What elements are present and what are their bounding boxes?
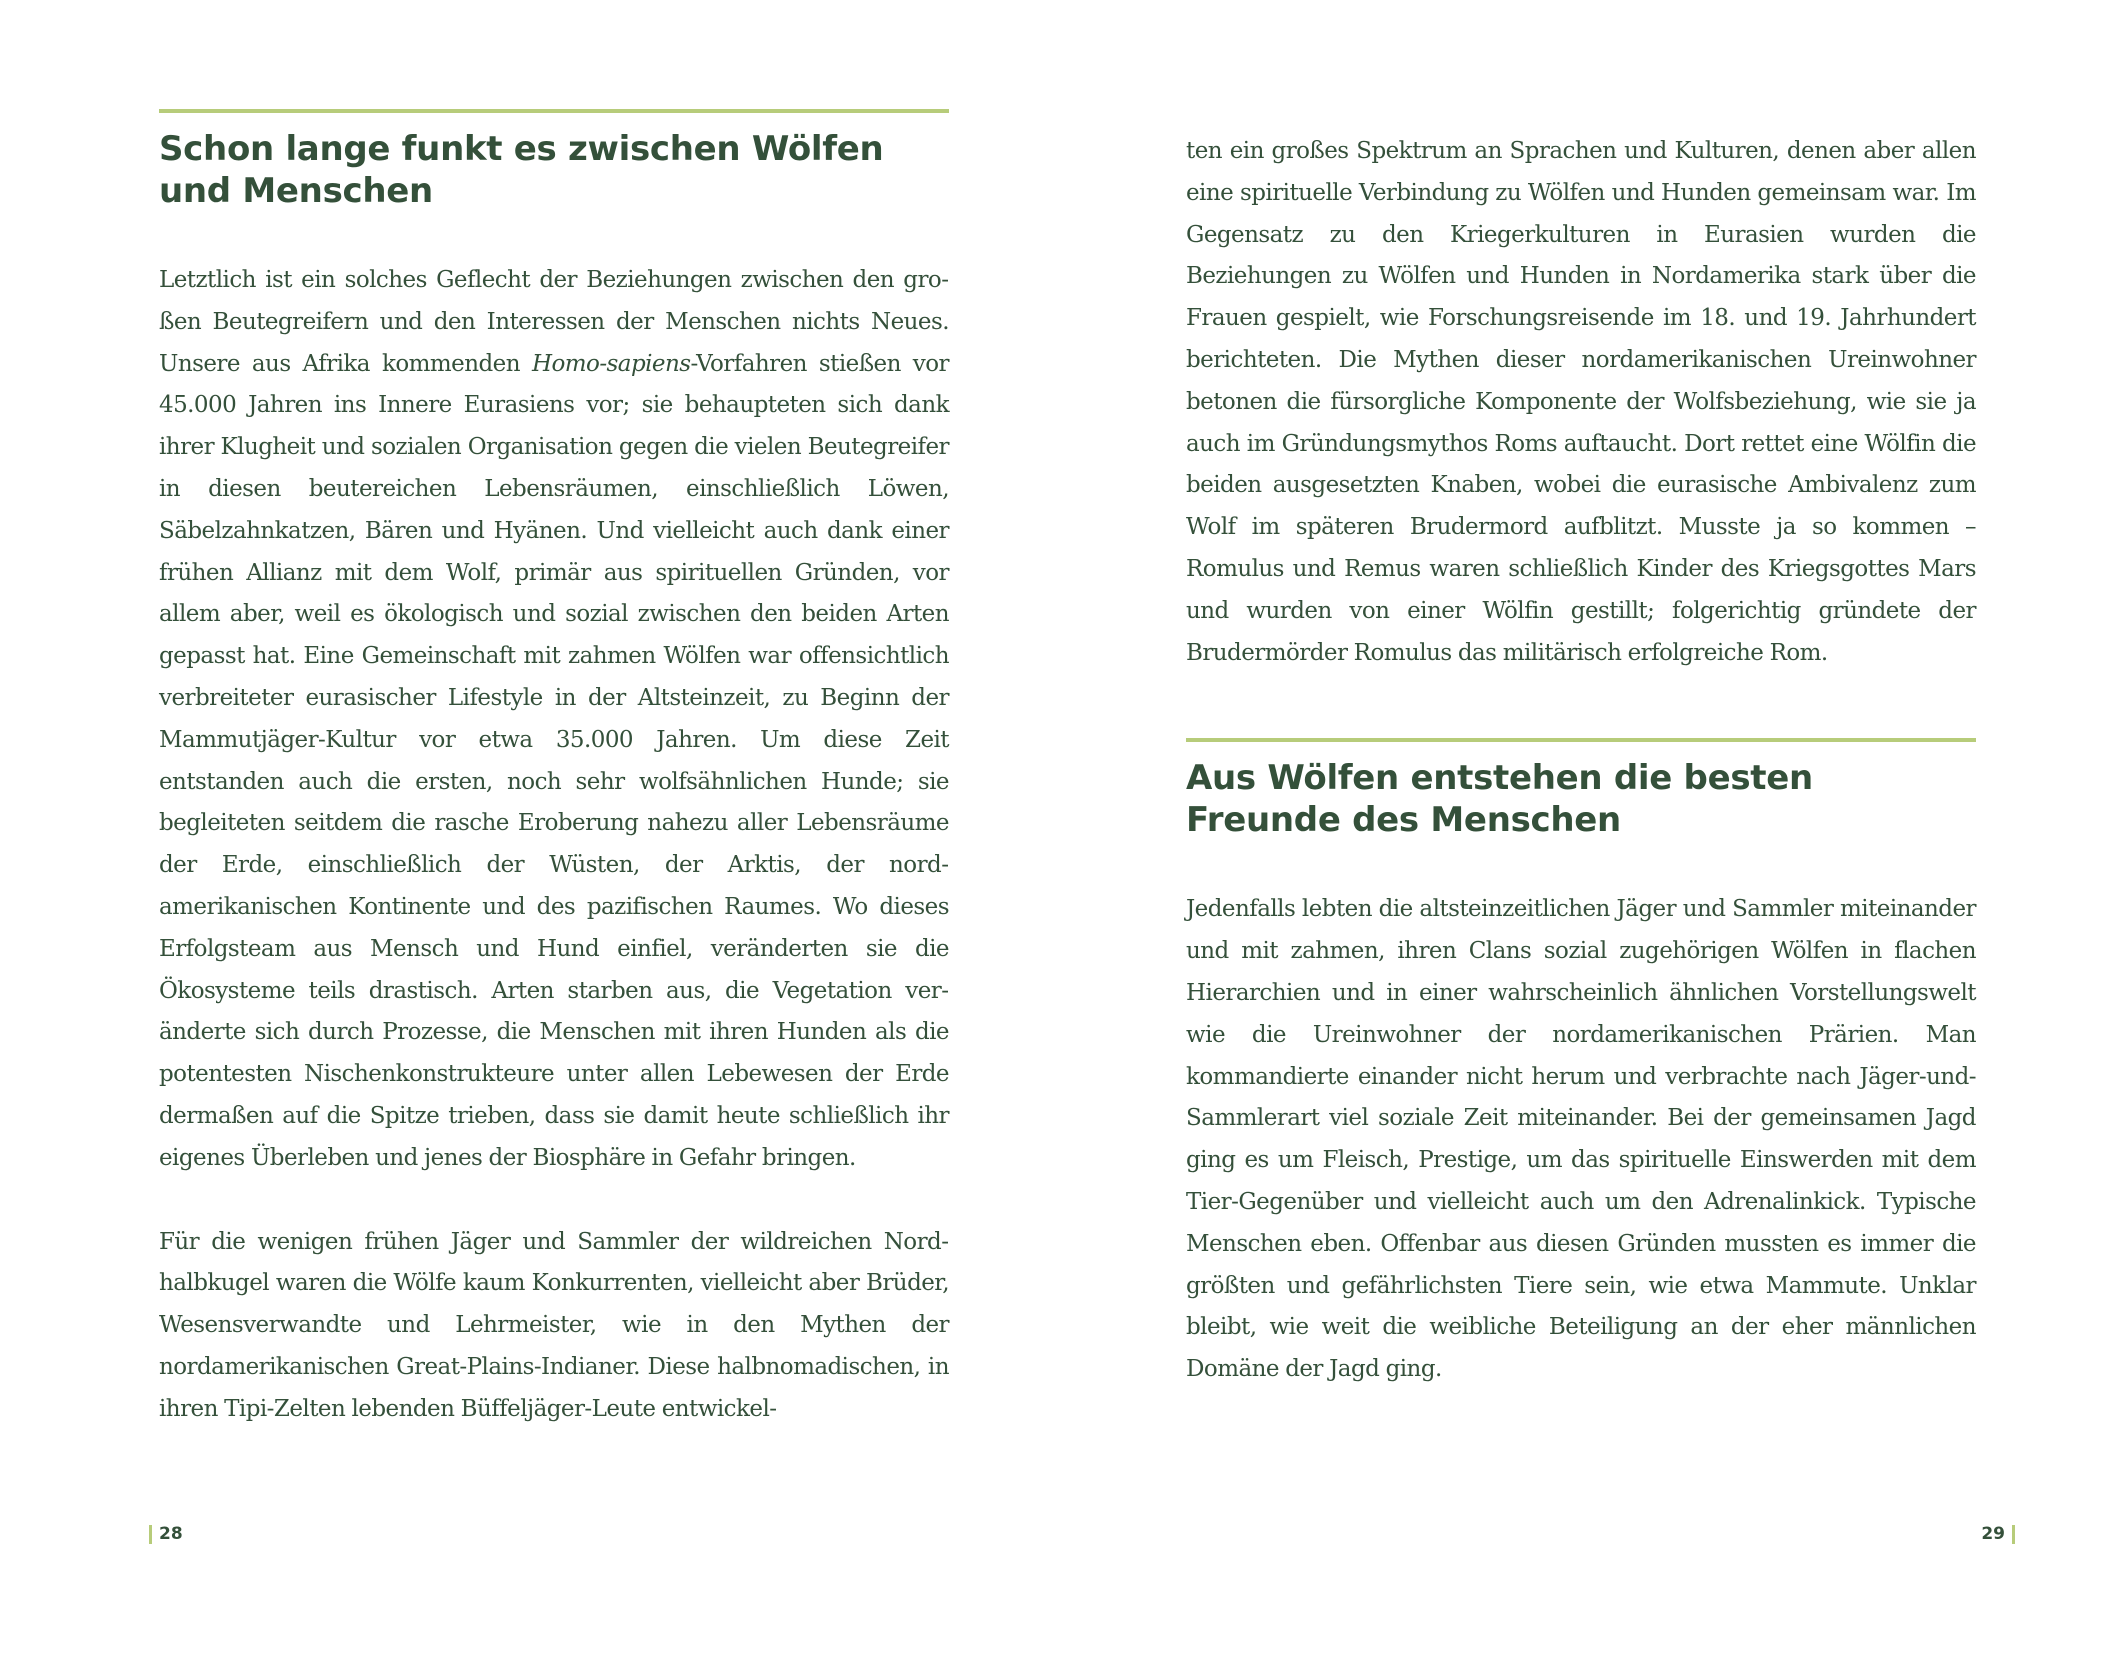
left-column [159, 109, 949, 1431]
body-paragraph: Für die wenigen frühen Jäger und Sammler der wildreichen Nordhalbkugel waren die Wölfe kaum Konkurrenten, vielleicht aber Brüder, Wesensverwandte und Lehrmeister, wie in den Mythen der nordamerikanischen Great-Plains-Indianer. Diese halbnomadischen, in ihren Tipi-Zelten lebenden Büffeljäger-Leute entwickel- [159, 1228, 949, 1422]
right-column [1186, 131, 1976, 1391]
section-rule [159, 109, 949, 113]
body-paragraph: ten ein großes Spektrum an Sprachen und Kulturen, denen aber allen eine spirituelle Verbindung zu Wölfen und Hunden gemeinsam war. Im Gegensatz zu den Kriegerkulturen in Eurasien wurden die Beziehungen zu Wölfen und Hunden in Nordamerika stark über die Frauen gespielt, wie Forschungsreisende im 18. und 19. Jahrhundert berichteten. Die Mythen dieser nordamerikanischen Ureinwohner betonen die fürsorgliche Komponente der Wolfsbeziehung, wie sie ja auch im Gründungsmythos Roms auftaucht. Dort rettet eine Wölfin die beiden ausgesetzten Knaben, wobei die eurasische Ambivalenz zum Wolf im späteren Brudermord aufblitzt. Musste ja so kommen – Romulus und Remus waren schließlich Kinder des Kriegsgottes Mars und wurden von einer Wölfin gestillt; folgerichtig gründete der Brudermörder Romulus das militärisch erfolgreiche Rom. [1186, 138, 1976, 666]
paragraph-text: -Vorfahren stießen vor 45.000 Jahren ins Innere Eurasiens vor; sie behaupteten sich dank ihrer Klugheit und sozialen Organisation gegen die vielen Beutegreifer in diesen beutereichen Lebensräumen, einschließlich Löwen, Säbelzahnkatzen, Bären und Hyänen. Und vielleicht auch dank einer frühen Allianz mit dem Wolf, primär aus spirituellen Gründen, vor allem aber, weil es ökologisch und sozial zwischen den beiden Arten gepasst hat. Eine Gemeinschaft mit zahmen Wölfen war offensichtlich verbreiteter eurasischer Lifestyle in der Altsteinzeit, zu Beginn der Mammutjäger-Kultur vor etwa 35.000 Jahren. Um diese Zeit entstanden auch die ersten, noch sehr wolfsähnlichen Hunde; sie begleiteten seitdem die rasche Eroberung nahezu aller Lebensräume der Erde, einschließlich der Wüsten, der Arktis, der nordamerikanischen Kontinente und des pazifischen Raumes. Wo dieses Erfolgsteam aus Mensch und Hund einfiel, veränderten sie die Ökosysteme teils drastisch. Arten starben aus, die Vegetation veränderte sich durch Prozesse, die Menschen mit ihren Hunden als die potentesten Nischenkonstrukteure unter allen Lebewesen der Erde dermaßen auf die Spitze trieben, dass sie damit heute schließlich ihr eigenes Überleben und jenes der Biosphäre in Gefahr bringen. [159, 350, 949, 1171]
section-heading: Schon lange funkt es zwischen Wölfen und Menschen [159, 129, 884, 211]
page-number-bar [2012, 1525, 2015, 1544]
page-number-bar [149, 1525, 152, 1544]
page-number-left [149, 1524, 183, 1544]
page-number-right [1981, 1524, 2015, 1544]
body-paragraph [159, 260, 949, 1180]
paragraph-text: Letztlich ist ein solches Geflecht der Beziehungen zwischen den großen Beutegreifern und den Interessen der Menschen nichts Neues. Unsere aus Afrika kommenden [159, 267, 949, 377]
body-paragraph: Jedenfalls lebten die altsteinzeitlichen Jäger und Sammler miteinander und mit zahmen, ihren Clans sozial zugehörigen Wölfen in flachen Hierarchien und in einer wahrscheinlich ähnlichen Vorstellungswelt wie die Ureinwohner der nordamerikanischen Prärien. Man kommandierte einander nicht herum und verbrachte nach Jäger-und-Sammlerart viel soziale Zeit miteinander. Bei der gemeinsamen Jagd ging es um Fleisch, Prestige, um das spirituelle Einswerden mit dem Tier-Gegenüber und vielleicht auch um den Adrenalinkick. Typische Menschen eben. Offenbar aus diesen Gründen mussten es immer die größten und gefährlichsten Tiere sein, wie etwa Mammute. Unklar bleibt, wie weit die weibliche Beteiligung an der eher männlichen Domäne der Jagd ging. [1186, 896, 1976, 1383]
section-rule [1186, 738, 1976, 742]
page-number-text: 29 [1981, 1524, 2005, 1544]
section-heading: Aus Wölfen entstehen die besten Freunde des Menschen [1186, 758, 1813, 841]
right-page [1063, 0, 2126, 1654]
italic-term: Homo-sapiens [531, 350, 691, 377]
page-number-text: 28 [159, 1524, 183, 1544]
